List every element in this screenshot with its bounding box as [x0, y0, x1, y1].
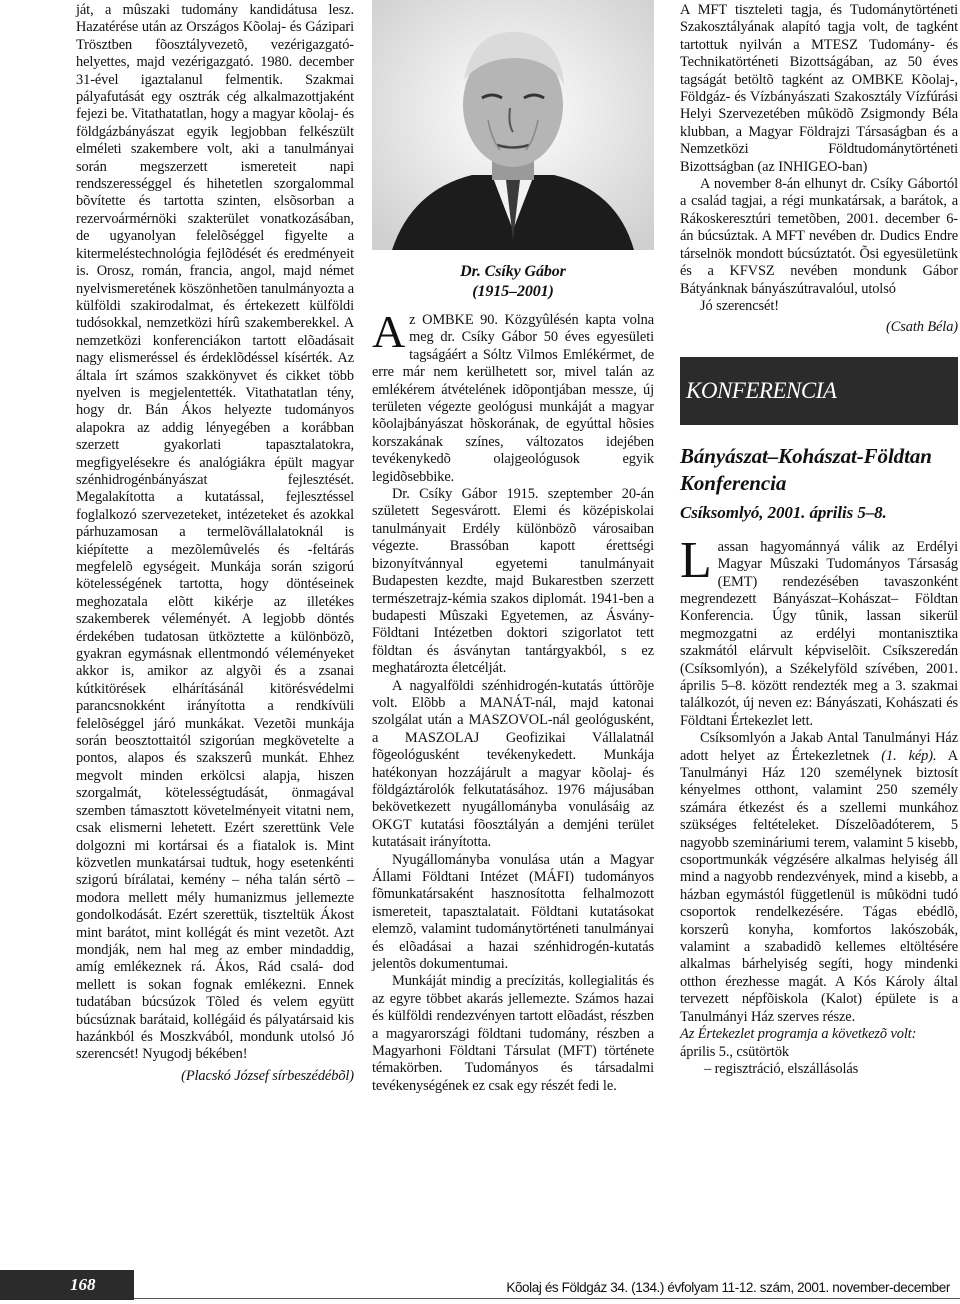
- article-paragraph: A MFT tiszteleti tagja, és Tudománytörténeti Szakosztályának alapító tagja volt, de tagként tartottuk nyilván a MTESZ Tudomány- és Technikatörténeti Bizottságában, az 50 éves tagságát betöltõ tagként az OMBKE Kõolaj-, Földgáz- és Vízbányászati Szakosztály Vízfúrási Helyi Szervezetében mûködõ Zsigmondy Béla klubban, a Magyar Földrajzi Társaságban és a Nemzetközi Földtudománytörténeti Bizottságban (az INHIGEO-ban): [680, 2, 958, 175]
- figure-reference: (1. kép).: [881, 747, 937, 764]
- caption-years: (1915–2001): [472, 283, 554, 300]
- intro-paragraph: [372, 306, 654, 486]
- program-intro-text: Az Értekezlet programja a következõ volt:: [680, 1026, 917, 1043]
- paragraph-text: A Tanulmányi Ház 120 személynek biztosít kényelmes otthont, valamint 250 személy számára étkezést és a szellemi munkához szükséges feltételeket. Díszelõadóterem, 5 nagyobb szemináriumi terem, valamint 5 kisebb, csoportmunkák végzésére alkalmas helyiség áll mind a nagyobb rendezvények, mind a kisebb, a házban egymástól függetlenül is mûködni tudó csoportok rendelkezésére. Tágas ebédlõ, korszerû konyha, komfortos lakószobák, valamint a szabadidõ kellemes eltöltésére alkalmas bárhelyiség segíti, hogy mindenki otthon érezhesse magát. A Kós Károly által tervezett népfõiskola (Kalot) épülete is a Tanulmányi Ház szerves része.: [680, 747, 958, 1025]
- page-number: 168: [70, 1275, 96, 1294]
- caption-name: Dr. Csíky Gábor: [460, 263, 566, 280]
- article-paragraph: Dr. Csíky Gábor 1915. szeptember 20-án született Segesvárott. Elemi és középiskolai tanulmányait Erdély különbözõ városaiban végezte. Brassóban kapott érettségi bizonyítvánnyal egyetemi tanulmányait Budapesten kezdte, majd Bukarestben szerzett természetrajz-kémia szakos diplomát. 1941-ben a budapesti Mûszaki Egyetemen, az Ásvány-Földtani Intézetben doktori szigorlatot tett földtan és ásványtan tantárgyakból, s ez meghatározta életcélját.: [372, 486, 654, 677]
- obituary-attribution: (Csath Béla): [886, 319, 958, 336]
- page-number-box: [0, 1270, 134, 1300]
- section-banner-label: KONFERENCIA: [686, 378, 837, 404]
- speech-attribution: (Placskó József sírbeszédébõl): [181, 1067, 354, 1084]
- conference-intro: [680, 531, 958, 730]
- article-paragraph: Munkáját mindig a precízitás, kollegialitás és az egyre többet akarás jellemezte. Számos hazai és külföldi rendezvényen tartott elõadást, részben a magyarországi földtani tudomány, részben a Magyarhoni Földtani Társulat (MFT) története témakörben. Tudományos és társadalmi tevékenységének ez csak egy részét fedi le.: [372, 973, 654, 1094]
- column-left: [76, 2, 354, 1085]
- conference-intro-text: assan hagyománnyá válik az Erdélyi Magyar Mûszaki Tudományos Társaság (EMT) rendezésében tavaszonként megrendezett Bányászat–Kohászat– Földtan Konferencia. Úgy tûnik, lassan sikerül megmozgatni az erdélyi montanisztika szakmától elárvult képviselõit. Csíkszeredán (Csíksomlyón), a Székelyföld szívében, 2001. április 5–8. között rendezték meg a 3. szakmai találkozót, új neven ez: Bányászati, Kohászati és Földtani Értekezlet lett.: [680, 538, 958, 729]
- drop-cap: A: [372, 306, 406, 357]
- article-paragraph: Nyugállományba vonulása után a Magyar Állami Földtani Intézet (MÁFI) tudományos fõmunkatársaként hasznosította felhalmozott ismereteit, tapasztalatait. Földtani kutatásokat elemzõ, valamint tudománytörténeti tanulmányai és elõadásai a hazai szénhidrogén-kutatás jelentõs dokumentumai.: [372, 851, 654, 973]
- portrait-caption: [372, 262, 654, 302]
- article-paragraph: A nagyalföldi szénhidrogén-kutatás úttörõje volt. Elõbb a MANÁT-nál, majd katonai szolgálat után a MASZOVOL-nál geológusként, a MASZOLAJ Geofizikai Vállalatnál fõgeológusként tevékenykedett. Munkája hatékonyan hozzájárult a magyar kõolaj- és földgáztárolók felkutatásához. 1976 májusában bekövetkezett nyugállományba vonulásáig az OKGT kutatási fõosztályán a demjéni terület kutatásait irányította.: [372, 677, 654, 851]
- conference-title: Bányászat–Kohászat-Földtan Konferencia: [680, 443, 932, 495]
- program-intro: [680, 1026, 958, 1043]
- journal-reference: Kõolaj és Földgáz 34. (134.) évfolyam 11-12. szám, 2001. november-december: [506, 1280, 950, 1295]
- article-paragraph: A november 8-án elhunyt dr. Csíky Gábortól a család tagjai, a régi munkatársak, a barátok, a Rákoskeresztúri temetõben, 2001. december 6-án búcsúztak. A MFT nevében dr. Dudics Endre társelnök mondott búcsúztatót. Õsi egyesületünk és a KFVSZ nevében mondunk Gábor Bátyánknak bányászútravalóul, utolsó: [680, 176, 958, 297]
- closing-greeting: Jó szerencsét!: [700, 297, 779, 314]
- article-paragraph: [680, 730, 958, 1026]
- program-day: április 5., csütörtök: [680, 1043, 790, 1060]
- program-item: – regisztráció, elszállásolás: [704, 1060, 859, 1077]
- portrait-photo: [372, 0, 654, 250]
- conference-date: Csíksomlyó, 2001. április 5–8.: [680, 502, 887, 522]
- column-middle: [372, 0, 654, 1095]
- footer-rule: [134, 1298, 960, 1299]
- article-text: ját, a mûszaki tudomány kandidátusa lesz. Hazatérése után az Országos Kõolaj- és Gázipari Trösztben fõosztályvezetõ, vezérigazgató-helyettes, majd vezérigazgató. 1980. december 31-ével igaztalanul felmentik. Szakmai pályafutását egy osztrák cég alkalmazottjaként fejezi be. Vitathatatlan, hogy a magyar kõolaj- és földgázbányászat egyik legjobban felkészült elméleti szakembere volt, aki a tanulmányai során megszerzett ismereteit napi rendszerességgel és hihetetlen szorgalommal bõvítette és tartotta szinten, elsõsorban a rezervoármérnöki szakterület vonatkozásában, de ugyanolyan felelõséggel figyelte a kitermeléstechnológia fejlõdését és eredményeit is. Orosz, román, francia, angol, majd német nyelvismeretének köszönhetõen tanulmányozta a külföldi szakirodalmat, és értekezett külföldi tudósokkal, nemzetközi hírû szakemberekkel. A nemzetközi konferenciákon tartott elõadásait nagy elismeréssel és érdeklõdéssel kísérték. Az általa írt számos szakkönyvet és cikket több nyelven is megjelentették. Vitathatatlan tény, hogy dr. Bán Ákos helyezte tudományos alapokra az addig lényegében a korábban szerzett gyakorlati tapasztalatokra, megfigyelésekre és analógiákra épült magyar szénhidrogénbányászat fejlesztését. Megalakította a kutatással, fejlesztéssel foglalkozó szervezeteket, intézeteket és azokkal párhuzamosan a termelõvállalatoknál is kiépítette a mezõlemûvelés és -feltárás megfelelõ egységeit. Munkája során szigorú kötelességének tartotta, hogy döntéseinek meghozatala elõtt kikérje az illetékes szakemberek véleményét. A legjobb döntés érdekében tudatosan ütköztette a különbözõ, gyakran egymásnak ellentmondó véleményeket akkor is, amikor az algyõi és a zsanai kútkitörések elhárításánál kitörésvédelmi parancsnokként irányította a rendkívüli felelõséggel járó munkákat. Vezetõi munkája során beosztottaitól szigorúan megkövetelte a pontos, alapos és szakszerû munkát. Ehhez megvolt minden erkölcsi alapja, hiszen szorgalmát, kötelességtudását, önmagával szemben támasztott követelményeit vitatni nem, csak elismerni lehetett. Ezért szerettünk Vele dolgozni mi kortársai és a fiatalok is. Mint közvetlen munkatársai tudtuk, hogy esetenkénti szigorú bírálatai, kemény – néha talán sértõ – modora mellett mély humanizmus jellemezte gondolkodását. Ezért szerettük, tiszteltük Ákost mint barátot, mint kollégát és mint vezetõt. Azt mondják, nem hal meg az ember mindaddig, amíg emlékeznek rá. Ákos, Rád csalá- dod mellett is sokan fognak emlékezni. Ennek tudatában búcsúzok Tõled és velem együtt búcsúznak barátaid, kollégáid és pályatársaid kis hazánkból és Moszkvából, mondunk utolsó Jó szerencsét! Nyugodj békében!: [76, 2, 355, 1063]
- page-footer: [0, 1270, 960, 1304]
- intro-text: z OMBKE 90. Közgyûlésén kapta volna meg dr. Csíky Gábor 50 éves egyesületi tagságáért a Sóltz Vilmos Emlékérmet, de erre már nem kerülhetett sor, mivel talán az emlékérem átvételének idõpontjában messze, új területen végezte geológusi munkáját a magyar kõolajbányászat hõskorának, de egyúttal hõsies korszakának színes, változatos idejében tevékenykedõ olajgeológusok egyik legidõsebbike.: [372, 312, 654, 485]
- drop-cap: L: [680, 531, 712, 589]
- portrait-image: [372, 0, 654, 250]
- column-right: [680, 2, 958, 1078]
- section-banner: [680, 357, 958, 425]
- paragraph-text: Csíksomlyón a Jakab Antal Tanulmányi Ház adott helyet az Értekezletnek: [680, 730, 958, 764]
